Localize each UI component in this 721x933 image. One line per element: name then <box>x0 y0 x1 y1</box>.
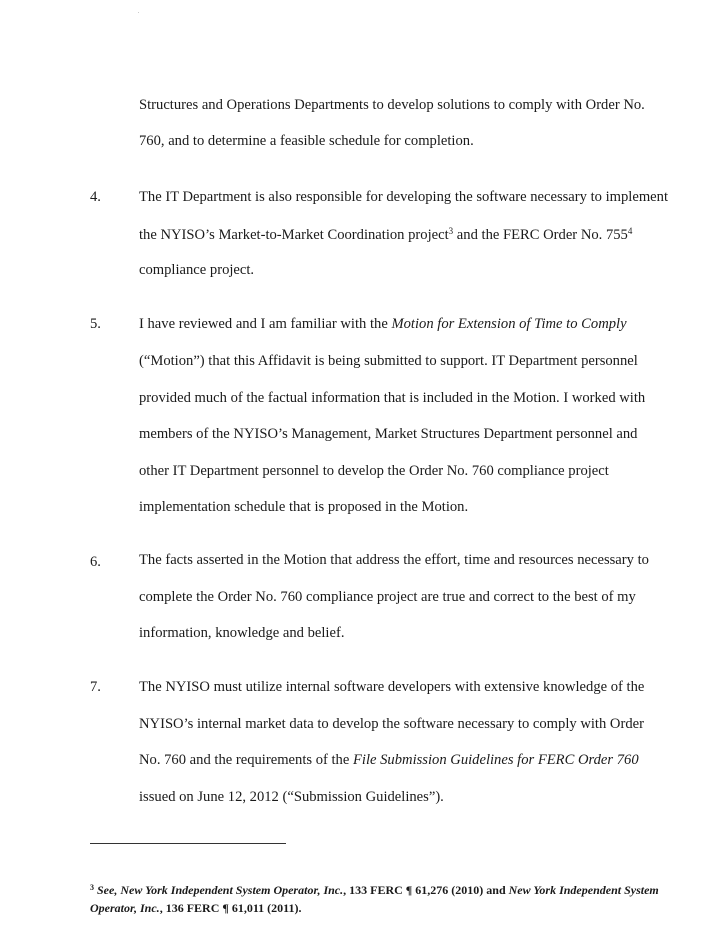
footnote-marker-3: 3 <box>90 883 94 892</box>
continuation-line-1: Structures and Operations Departments to develop solutions to comply with Order No. <box>139 97 645 113</box>
paragraph-5-line-1: I have reviewed and I am familiar with the Motion for Extension of Time to Comply <box>139 316 627 332</box>
paragraph-4-line-3: compliance project. <box>139 262 255 278</box>
paragraph-5-line-5: other IT Department personnel to develop the Order No. 760 compliance project <box>139 463 609 479</box>
footnote-3-line-2: Operator, Inc., 136 FERC ¶ 61,011 (2011). <box>90 901 302 915</box>
paragraph-number-5: 5. <box>90 316 101 332</box>
paragraph-number-6: 6. <box>90 554 101 570</box>
continuation-line-2: 760, and to determine a feasible schedule for completion. <box>139 133 474 149</box>
footnote-ref-3[interactable]: 3 <box>448 226 454 236</box>
footnote-ref-4[interactable]: 4 <box>627 226 633 236</box>
guidelines-title: File Submission Guidelines for FERC Order 760 <box>352 752 639 768</box>
footnote-divider <box>90 843 286 844</box>
paragraph-5-line-4: members of the NYISO’s Management, Market Structures Department personnel and <box>139 426 638 442</box>
paragraph-6-line-1: The facts asserted in the Motion that address the effort, time and resources necessary to <box>139 552 649 568</box>
paragraph-5-line-2: (“Motion”) that this Affidavit is being submitted to support. IT Department personnel <box>139 353 638 369</box>
paragraph-6-line-3: information, knowledge and belief. <box>139 625 345 641</box>
paragraph-4-line-1: The IT Department is also responsible for developing the software necessary to implement <box>139 189 669 205</box>
paragraph-number-7: 7. <box>90 679 101 695</box>
paragraph-5-line-3: provided much of the factual information that is included in the Motion. I worked with <box>139 390 646 406</box>
footnote-3-line-1: $^3$ See, New York Independent System Operator, Inc., 133 FERC ¶ 61,276 (2010) and New York Independent System <box>90 883 659 897</box>
paragraph-4-line-2: the NYISO’s Market-to-Market Coordination project$^3$ and the FERC Order No. $755^4$ <box>139 226 633 243</box>
paragraph-7-line-4: issued on June 12, 2012 (“Submission Guidelines”). <box>139 789 444 805</box>
paragraph-number-4: 4. <box>90 189 101 205</box>
paragraph-7-line-2: NYISO’s internal market data to develop the software necessary to comply with Order <box>139 716 644 732</box>
paragraph-7-line-3: No. 760 and the requirements of the File Submission Guidelines for FERC Order 760 <box>139 752 639 768</box>
paragraph-6-line-2: complete the Order No. 760 compliance project are true and correct to the best of my <box>139 589 636 605</box>
scan-speck <box>138 12 139 13</box>
motion-title: Motion for Extension of Time to Comply <box>391 316 627 332</box>
paragraph-7-line-1: The NYISO must utilize internal software developers with extensive knowledge of the <box>139 679 645 695</box>
paragraph-5-line-6: implementation schedule that is proposed in the Motion. <box>139 499 469 515</box>
